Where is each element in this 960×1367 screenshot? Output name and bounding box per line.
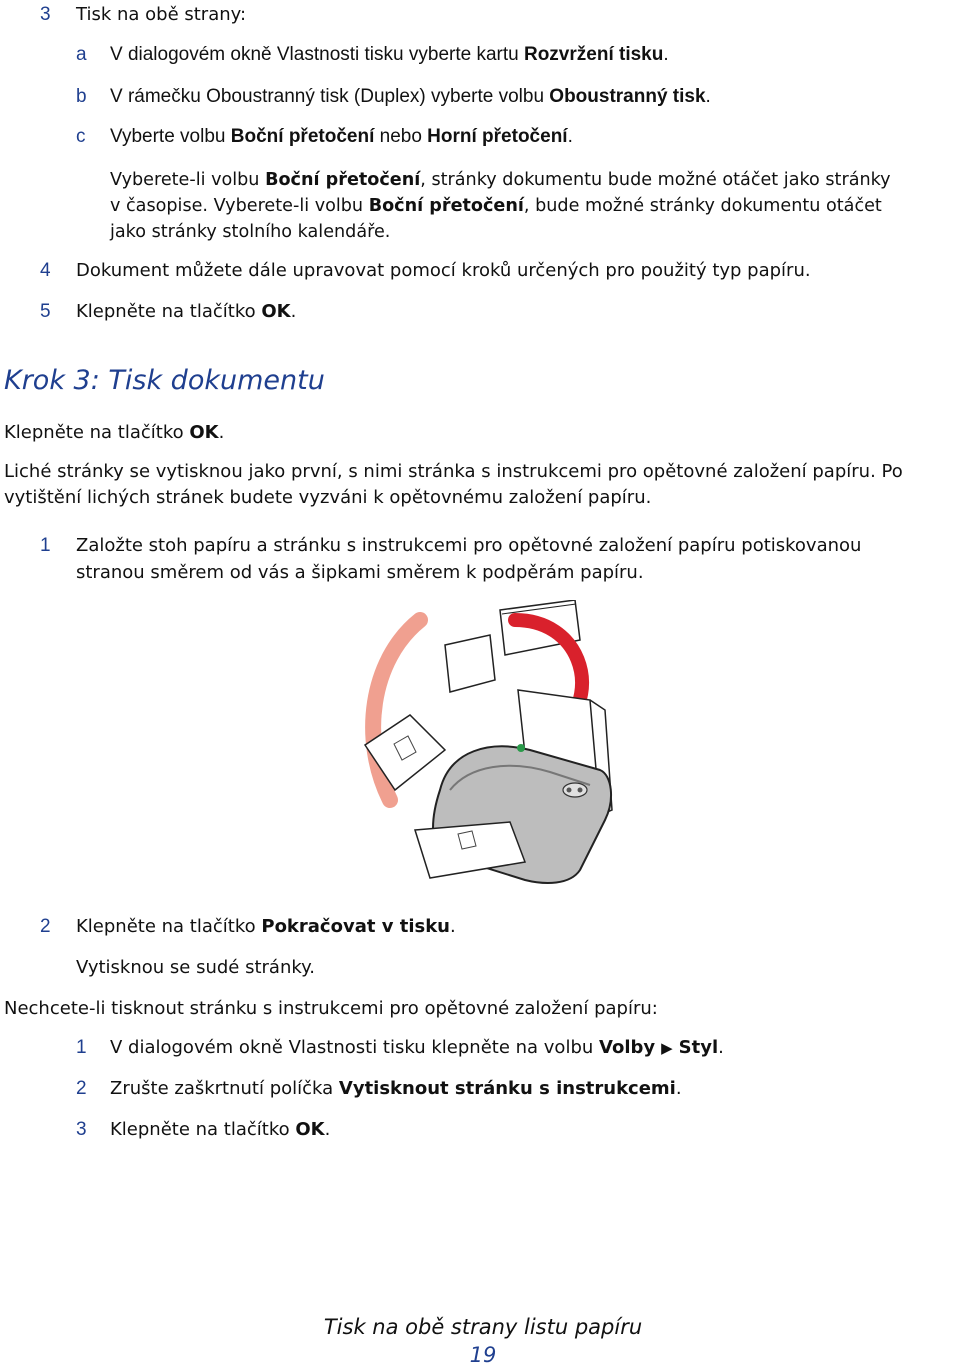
- step-text: V dialogovém okně Vlastnosti tisku klepněte na volbu Volby ▶ Styl.: [110, 1037, 724, 1058]
- step-number: 1: [76, 1037, 87, 1058]
- step-number: 1: [40, 535, 51, 556]
- step-text: Tisk na obě strany:: [76, 4, 247, 25]
- note-line: Vyberete-li volbu Boční přetočení, stránky dokumentu bude možné otáčet jako stránky: [110, 170, 891, 190]
- body-paragraph: Liché stránky se vytisknou jako první, s nimi stránka s instrukcemi pro opětovné založení papíru. Po: [4, 461, 903, 482]
- step-number: 4: [40, 260, 51, 281]
- step-number: 2: [76, 1078, 87, 1099]
- substep-text: V dialogovém okně Vlastnosti tisku vyberte kartu Rozvržení tisku.: [110, 44, 669, 65]
- step-number: 3: [40, 4, 51, 25]
- note-line: v časopise. Vyberete-li volbu Boční přetočení, bude možné stránky dokumentu otáčet: [110, 196, 882, 216]
- step-result: Vytisknou se sudé stránky.: [76, 957, 315, 978]
- section-heading: Krok 3: Tisk dokumentu: [4, 365, 325, 396]
- substep-letter: c: [76, 126, 86, 147]
- substep-letter: a: [76, 44, 87, 65]
- printer-indicator: [517, 744, 525, 752]
- page-number: 19: [469, 1343, 497, 1367]
- paper-sheet-left: [445, 635, 495, 692]
- step-text: Zrušte zaškrtnutí políčka Vytisknout stránku s instrukcemi.: [110, 1078, 682, 1099]
- printer-reload-illustration: [350, 600, 620, 890]
- step-number: 3: [76, 1119, 87, 1140]
- step-text: Klepněte na tlačítko Pokračovat v tisku.: [76, 916, 456, 937]
- body-paragraph: Nechcete-li tisknout stránku s instrukcemi pro opětovné založení papíru:: [4, 998, 658, 1019]
- body-paragraph: vytištění lichých stránek budete vyzváni k opětovnému založení papíru.: [4, 487, 652, 508]
- menu-arrow-icon: ▶: [661, 1039, 673, 1057]
- step-number: 5: [40, 301, 51, 322]
- step-text: Klepněte na tlačítko OK.: [76, 301, 297, 322]
- substep-letter: b: [76, 86, 87, 107]
- step-text: Klepněte na tlačítko OK.: [110, 1119, 331, 1140]
- body-paragraph: Klepněte na tlačítko OK.: [4, 422, 225, 443]
- step-text: Založte stoh papíru a stránku s instrukcemi pro opětovné založení papíru potiskovanou: [76, 535, 862, 556]
- printer-led: [567, 788, 572, 793]
- step-text: Dokument můžete dále upravovat pomocí kroků určených pro použitý typ papíru.: [76, 260, 811, 281]
- footer-title: Tisk na obě strany listu papíru: [323, 1315, 643, 1339]
- step-number: 2: [40, 916, 51, 937]
- step-text: stranou směrem od vás a šipkami směrem k podpěrám papíru.: [76, 562, 644, 583]
- note-line: jako stránky stolního kalendáře.: [110, 222, 391, 242]
- substep-text: V rámečku Oboustranný tisk (Duplex) vyberte volbu Oboustranný tisk.: [110, 86, 711, 107]
- substep-text: Vyberte volbu Boční přetočení nebo Horní přetočení.: [110, 126, 573, 147]
